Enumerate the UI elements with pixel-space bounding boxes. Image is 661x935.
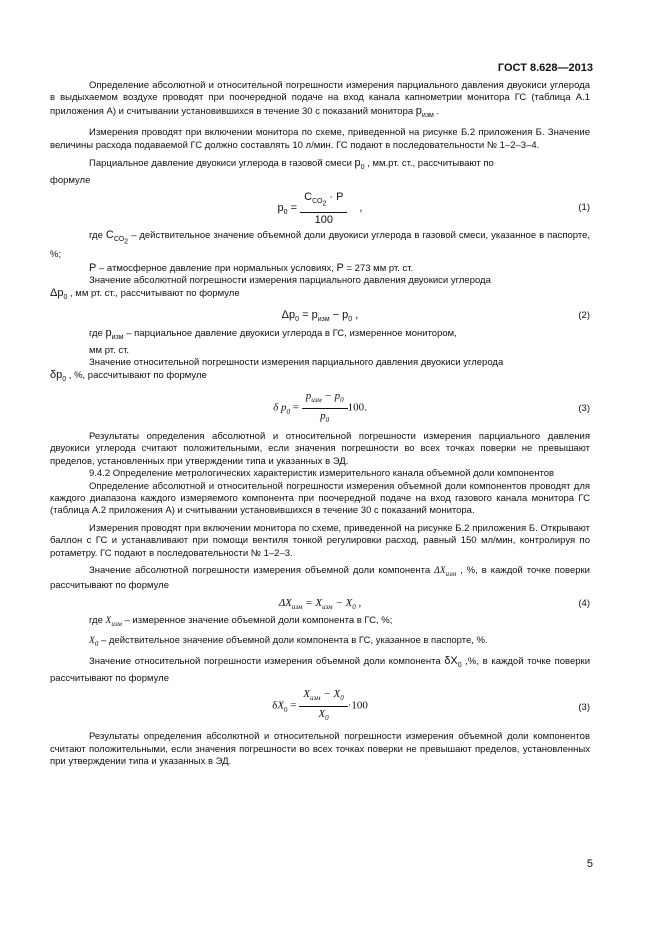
document-body	[50, 80, 590, 769]
equation-4	[50, 593, 590, 615]
paragraph-text: мм рт. ст.	[89, 344, 130, 356]
paragraph	[50, 655, 590, 685]
paragraph	[50, 357, 590, 369]
equation-5	[50, 685, 590, 731]
equation-body: $р_0$ = $\frac{С_{СО_2} \cdot Р}{100}$ ,	[277, 191, 363, 227]
paragraph: Результаты определения абсолютной и относительной погрешности измерения парциального давления двуокиси углерода считают положительными, если значения погрешности во всех точках поверки не превышают пределов, установленных при утверждении типа и указанных в ЭД.	[50, 431, 590, 467]
paragraph-text: – действительное значение объемной доли двуокиси углерода в газовой смеси, указанное в паспорте, %;	[50, 230, 590, 261]
paragraph-text: где	[89, 328, 103, 340]
symbol-delta-p0: $\Delta р_0$	[50, 287, 68, 302]
symbol-p-meas: $р_{изм}$	[105, 327, 124, 342]
paragraph: Результаты определения абсолютной и относительной погрешности измерения объемной доли компонентов считают положительными, если значения погрешности во всех точках поверки не превышают пределов, установленных при утверждении типа и указанных в ЭД.	[50, 731, 590, 768]
paragraph-text: Значение абсолютной погрешности измерения объемной доли компонента	[89, 565, 431, 577]
equation-body: $\delta X_0$ = $\frac{X_{изм} - X_0}{X_0}$ ·100	[272, 688, 368, 723]
symbol-delta-rel-p0: $\delta р_0$	[50, 369, 67, 384]
paragraph-text: Значение относительной погрешности измерения объемной доли компонента	[89, 656, 441, 668]
symbol-p: Р	[336, 261, 344, 274]
paragraph-text: Определение абсолютной и относительной погрешности измерения парциального давления двуокиси углерода в выдыхаемом воздухе проводят при поочередной подаче на вход канала капнометрии монитора ГС (таблица А.1 приложения А) и считывании установившихся в течение 30 с показаний монитора	[50, 80, 590, 117]
symbol-c-co2: $С_{СО_2}$	[105, 229, 129, 246]
equation-2	[50, 305, 590, 327]
paragraph	[50, 275, 590, 287]
paragraph-text: , мм рт. ст., рассчитывают по формуле	[70, 288, 240, 300]
paragraph-text: , %, в каждой точке поверки рассчитывают по формуле	[50, 565, 590, 592]
paragraph-text: где	[89, 230, 103, 242]
symbol-p-meas: $р_{изм}$	[415, 104, 434, 119]
symbol-delta-x-meas: $\Delta X_{изм}$	[434, 566, 457, 578]
paragraph-text: – парциальное давление двуокиси углерода в ГС, измеренное монитором,	[126, 328, 457, 340]
equation-number: (3)	[578, 402, 590, 414]
paragraph	[50, 229, 590, 261]
paragraph-text: = 273 мм рт. ст.	[346, 262, 414, 274]
equation-3	[50, 387, 590, 431]
paragraph-text: – действительное значение объемной доли компонента в ГС, указанное в паспорте, %.	[100, 635, 488, 647]
equation-body: $\Delta X_{изм} = X_{изм} - X_0$ ,	[278, 596, 362, 611]
paragraph-text: где	[89, 614, 103, 626]
symbol-x-meas: $X_{изм}$	[105, 615, 122, 628]
paragraph: Определение абсолютной и относительной погрешности измерения парциального давления двуокиси углерода в выдыхаемом воздухе проводят при поочередной подаче на вход канала капнометрии монитора ГС (таблица А.1 приложения А) и считывании установившихся в течение 30 с показаний монитора $р_{изм}$ .	[50, 80, 590, 119]
paragraph	[50, 369, 590, 387]
paragraph-text: , мм.рт. ст., рассчитывают по	[367, 158, 494, 170]
equation-body: δ $p_0$ = $\frac{p_{изм} - p_0}{p_0}$ 100.	[273, 390, 367, 424]
paragraph	[50, 635, 590, 650]
paragraph: Измерения проводят при включении монитора по схеме, приведенной на рисунке Б.2 приложения Б. Открывают баллон с ГС и устанавливают при помощи вентиля тонкой регулировки расход, равный 150 мл/мин, контролируя по ротаметру. ГС подают в последовательности № 1–2–3.	[50, 522, 590, 559]
symbol-x0: $X_0$	[89, 636, 99, 648]
equation-body: $\Delta р_0 = р_{изм} - р_0$ ,	[281, 309, 359, 324]
equation-number: (1)	[578, 202, 590, 214]
equation-number: (4)	[578, 597, 590, 609]
paragraph-text: формуле	[50, 174, 91, 186]
paragraph: Измерения проводят при включении монитора по схеме, приведенной на рисунке Б.2 приложения Б. Значение величины расхода подаваемой ГС должно составлять 10 л/мин. ГС подают в последовательности № 1–2–3–4.	[50, 127, 590, 151]
paragraph	[50, 262, 590, 275]
standard-header: ГОСТ 8.628—2013	[497, 62, 593, 74]
section-heading: 9.4.2 Определение метрологических характеристик измерительного канала объемной доли компонентов	[89, 468, 555, 480]
paragraph	[50, 157, 590, 175]
paragraph-text: – атмосферное давление при нормальных условиях,	[98, 262, 334, 274]
paragraph-text: , %, рассчитывают по формуле	[68, 370, 207, 382]
symbol-delta-rel-x0: $\delta X_0$	[444, 655, 462, 670]
paragraph	[50, 615, 590, 630]
symbol-p: Р	[89, 261, 97, 274]
paragraph-text: Парциальное давление двуокиси углерода в газовой смеси	[89, 158, 352, 170]
paragraph-text: ,%, в каждой точке поверки рассчитывают по формуле	[50, 656, 591, 684]
paragraph: Определение абсолютной и относительной погрешности измерения объемной доли компонентов проводят для каждого диапазона каждого измеряемого компонента при поочередной подаче на вход газового канала монитора ГС (таблица А.2 приложения А) и считывании установившихся в течение 30 с показаний монитора.	[50, 480, 590, 517]
paragraph	[50, 287, 590, 305]
symbol-p0: $р_0$	[354, 157, 365, 172]
equation-number: (2)	[578, 309, 590, 321]
paragraph-text: – измеренное значение объемной доли компонента в ГС, %;	[124, 614, 393, 626]
paragraph	[50, 327, 590, 345]
paragraph-text: Значение абсолютной погрешности измерения парциального давления двуокиси углерода	[89, 275, 491, 287]
equation-1	[50, 187, 590, 229]
equation-number: (3)	[578, 702, 590, 714]
paragraph	[50, 565, 590, 593]
page-number: 5	[586, 858, 593, 870]
paragraph-text: Значение относительной погрешности измерения парциального давления двуокиси углерода	[89, 357, 504, 369]
